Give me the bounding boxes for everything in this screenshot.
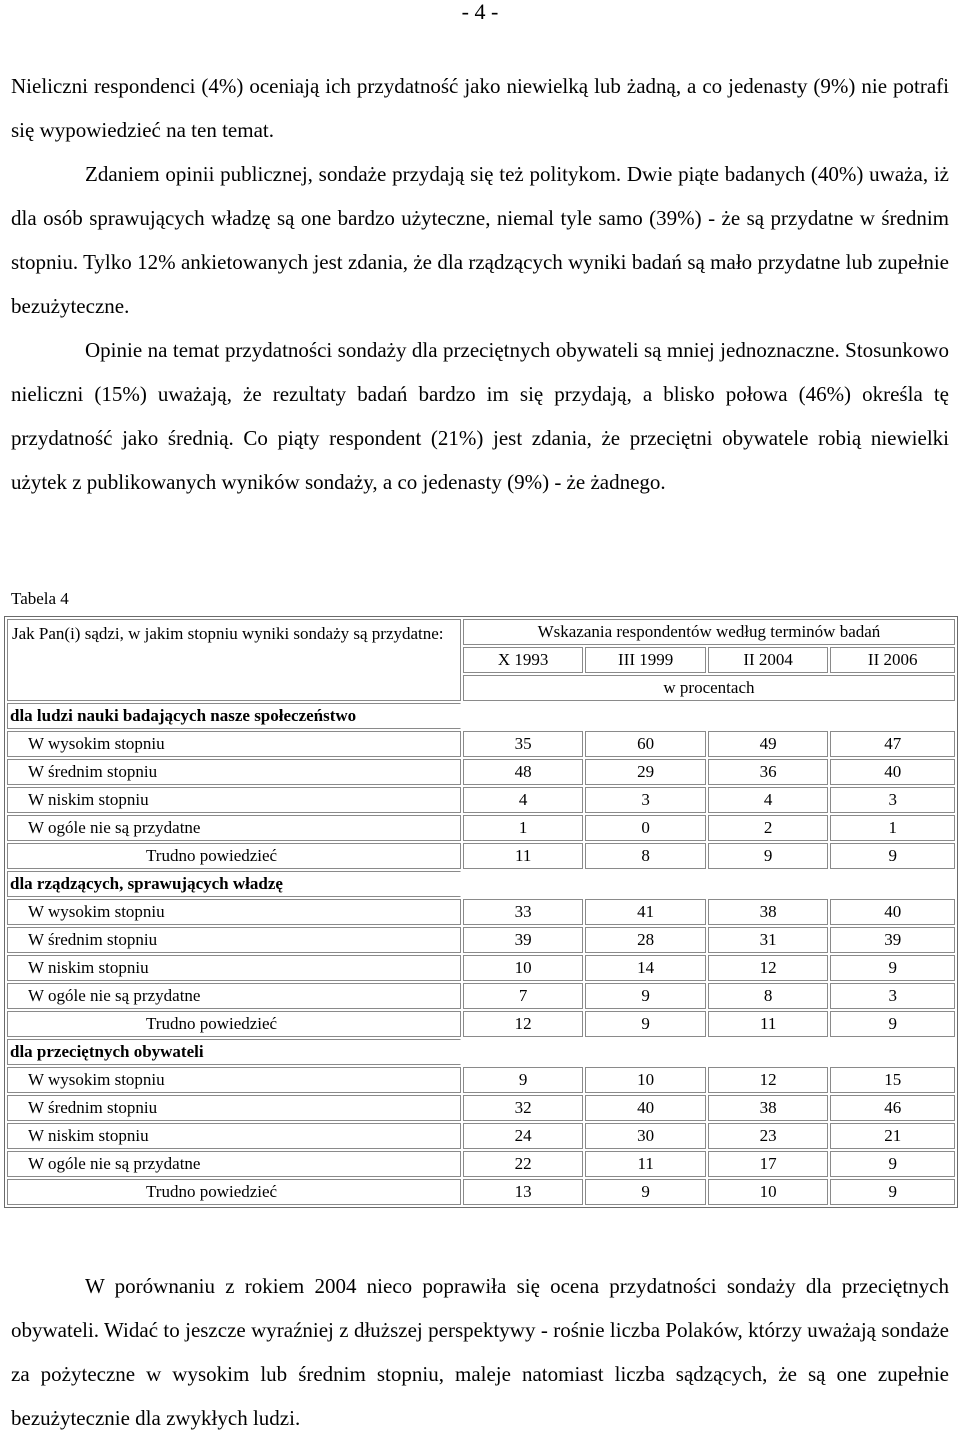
value-cell: 10 [708, 1179, 829, 1205]
section-spacer [463, 1039, 955, 1065]
value-cell: 46 [830, 1095, 955, 1121]
value-cell: 1 [463, 815, 584, 841]
value-cell: 32 [463, 1095, 584, 1121]
table-row [7, 843, 955, 869]
value-cell: 9 [585, 983, 706, 1009]
column-header: III 1999 [585, 647, 706, 673]
header-title: Wskazania respondentów według terminów badań [463, 619, 955, 645]
row-label: W średnim stopniu [7, 759, 461, 785]
paragraph: Opinie na temat przydatności sondaży dla przeciętnych obywateli są mniej jednoznaczne. Stosunkowo nieliczni (15%) uważają, że rezultaty badań bardzo im się przydają, a blisko połowa (46%) określa tę przydatność jako średnią. Co piąty respondent (21%) jest zdania, że przeciętni obywatele robią niewielki użytek z publikowanych wyników sondaży, a co jedenasty (9%) - że żadnego. [11, 338, 949, 494]
column-header: X 1993 [463, 647, 584, 673]
row-label: W niskim stopniu [7, 1123, 461, 1149]
section-row [7, 1039, 955, 1065]
row-label: W niskim stopniu [7, 787, 461, 813]
section-spacer [463, 703, 955, 729]
question-cell: Jak Pan(i) sądzi, w jakim stopniu wyniki sondaży są przydatne: [7, 619, 461, 701]
table-row [7, 955, 955, 981]
value-cell: 60 [585, 731, 706, 757]
table-row [7, 787, 955, 813]
value-cell: 9 [830, 955, 955, 981]
row-label: Trudno powiedzieć [7, 1179, 461, 1205]
value-cell: 10 [585, 1067, 706, 1093]
table-row [7, 815, 955, 841]
value-cell: 9 [830, 1151, 955, 1177]
table-row [7, 1067, 955, 1093]
table-row [7, 983, 955, 1009]
row-label: W niskim stopniu [7, 955, 461, 981]
value-cell: 3 [585, 787, 706, 813]
value-cell: 4 [708, 787, 829, 813]
table-row [7, 1011, 955, 1037]
value-cell: 29 [585, 759, 706, 785]
row-label: W ogóle nie są przydatne [7, 983, 461, 1009]
closing-text [11, 1264, 949, 1440]
row-label: W średnim stopniu [7, 1095, 461, 1121]
value-cell: 9 [830, 1011, 955, 1037]
value-cell: 23 [708, 1123, 829, 1149]
value-cell: 7 [463, 983, 584, 1009]
table-row [7, 759, 955, 785]
value-cell: 36 [708, 759, 829, 785]
value-cell: 9 [585, 1179, 706, 1205]
value-cell: 35 [463, 731, 584, 757]
value-cell: 9 [708, 843, 829, 869]
value-cell: 38 [708, 1095, 829, 1121]
value-cell: 8 [708, 983, 829, 1009]
value-cell: 1 [830, 815, 955, 841]
section-title: dla rządzących, sprawujących władzę [7, 871, 461, 897]
value-cell: 3 [830, 787, 955, 813]
table-row [7, 731, 955, 757]
table-row [7, 1095, 955, 1121]
page-number: - 4 - [461, 0, 499, 24]
table-header-row [7, 619, 955, 645]
value-cell: 2 [708, 815, 829, 841]
value-cell: 41 [585, 899, 706, 925]
value-cell: 15 [830, 1067, 955, 1093]
value-cell: 17 [708, 1151, 829, 1177]
value-cell: 11 [585, 1151, 706, 1177]
column-header: II 2004 [708, 647, 829, 673]
table-row [7, 899, 955, 925]
table-row [7, 1151, 955, 1177]
row-label: W wysokim stopniu [7, 1067, 461, 1093]
results-table [4, 616, 958, 1208]
section-title: dla ludzi nauki badających nasze społeczeństwo [7, 703, 461, 729]
row-label: W wysokim stopniu [7, 731, 461, 757]
value-cell: 40 [830, 759, 955, 785]
section-title: dla przeciętnych obywateli [7, 1039, 461, 1065]
value-cell: 40 [830, 899, 955, 925]
value-cell: 0 [585, 815, 706, 841]
value-cell: 9 [830, 1179, 955, 1205]
value-cell: 12 [463, 1011, 584, 1037]
row-label: Trudno powiedzieć [7, 1011, 461, 1037]
value-cell: 3 [830, 983, 955, 1009]
value-cell: 4 [463, 787, 584, 813]
value-cell: 39 [830, 927, 955, 953]
row-label: Trudno powiedzieć [7, 843, 461, 869]
row-label: W średnim stopniu [7, 927, 461, 953]
value-cell: 12 [708, 955, 829, 981]
value-cell: 21 [830, 1123, 955, 1149]
row-label: W wysokim stopniu [7, 899, 461, 925]
value-cell: 9 [463, 1067, 584, 1093]
value-cell: 13 [463, 1179, 584, 1205]
table-row [7, 1123, 955, 1149]
value-cell: 30 [585, 1123, 706, 1149]
row-label: W ogóle nie są przydatne [7, 1151, 461, 1177]
table-row [7, 1179, 955, 1205]
table-row [7, 927, 955, 953]
value-cell: 9 [830, 843, 955, 869]
section-row [7, 871, 955, 897]
value-cell: 38 [708, 899, 829, 925]
value-cell: 48 [463, 759, 584, 785]
value-cell: 8 [585, 843, 706, 869]
row-label: W ogóle nie są przydatne [7, 815, 461, 841]
value-cell: 11 [463, 843, 584, 869]
value-cell: 12 [708, 1067, 829, 1093]
section-spacer [463, 871, 955, 897]
value-cell: 31 [708, 927, 829, 953]
intro-text [11, 64, 949, 504]
paragraph: Zdaniem opinii publicznej, sondaże przydają się też politykom. Dwie piąte badanych (40%) uważa, iż dla osób sprawujących władzę są one bardzo użyteczne, niemal tyle samo (39%) - że są przydatne w średnim stopniu. Tylko 12% ankietowanych jest zdania, że dla rządzących wyniki badań są mało przydatne lub zupełnie bezużyteczne. [11, 162, 949, 318]
value-cell: 24 [463, 1123, 584, 1149]
paragraph: W porównaniu z rokiem 2004 nieco poprawiła się ocena przydatności sondaży dla przeciętnych obywateli. Widać to jeszcze wyraźniej z dłuższej perspektywy - rośnie liczba Polaków, którzy uważają sondaże za pożyteczne w wysokim lub średnim stopniu, maleje natomiast liczba sądzących, że są one zupełnie bezużytecznie dla zwykłych ludzi. [11, 1274, 949, 1430]
value-cell: 11 [708, 1011, 829, 1037]
value-cell: 10 [463, 955, 584, 981]
table-caption: Tabela 4 [11, 589, 69, 608]
column-header: II 2006 [830, 647, 955, 673]
unit-label: w procentach [463, 675, 955, 701]
value-cell: 49 [708, 731, 829, 757]
value-cell: 39 [463, 927, 584, 953]
value-cell: 14 [585, 955, 706, 981]
value-cell: 47 [830, 731, 955, 757]
value-cell: 40 [585, 1095, 706, 1121]
value-cell: 33 [463, 899, 584, 925]
section-row [7, 703, 955, 729]
paragraph: Nieliczni respondenci (4%) oceniają ich przydatność jako niewielką lub żadną, a co jedenasty (9%) nie potrafi się wypowiedzieć na ten temat. [11, 74, 949, 142]
value-cell: 28 [585, 927, 706, 953]
value-cell: 22 [463, 1151, 584, 1177]
value-cell: 9 [585, 1011, 706, 1037]
